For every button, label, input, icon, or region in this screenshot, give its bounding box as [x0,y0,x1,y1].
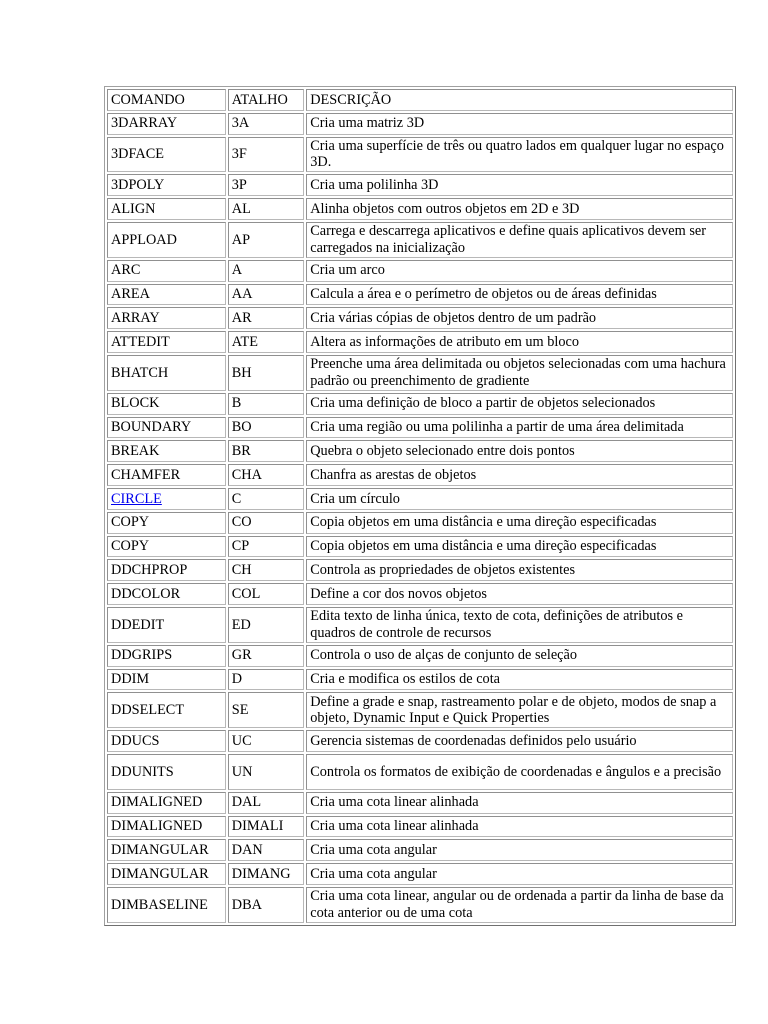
command-cell: DIMANGULAR [107,839,226,861]
table-row [107,692,733,728]
description-cell: Controla as propriedades de objetos existentes [306,559,733,581]
shortcut-cell: CH [228,559,304,581]
description-cell: Cria uma superfície de três ou quatro lados em qualquer lugar no espaço 3D. [306,137,733,173]
description-cell: Cria uma definição de bloco a partir de objetos selecionados [306,393,733,415]
command-cell: BREAK [107,440,226,462]
command-cell: DDUCS [107,730,226,752]
table-row [107,730,733,752]
description-cell: Gerencia sistemas de coordenadas definidos pelo usuário [306,730,733,752]
table-header-row [107,89,733,111]
table-row [107,839,733,861]
shortcut-cell: B [228,393,304,415]
command-cell: DDEDIT [107,607,226,643]
command-table [104,86,736,926]
command-cell: DDIM [107,669,226,691]
table-row [107,536,733,558]
shortcut-cell: UC [228,730,304,752]
description-cell: Cria uma matriz 3D [306,113,733,135]
command-cell: DDUNITS [107,754,226,790]
shortcut-cell: 3F [228,137,304,173]
command-cell: ATTEDIT [107,331,226,353]
command-cell: DDCOLOR [107,583,226,605]
command-cell: BHATCH [107,355,226,391]
command-table-body [107,89,733,923]
command-cell: ARC [107,260,226,282]
shortcut-cell: DAL [228,792,304,814]
command-cell: DIMANGULAR [107,863,226,885]
table-row [107,792,733,814]
shortcut-cell: DIMALI [228,816,304,838]
shortcut-cell: CP [228,536,304,558]
description-cell: Cria e modifica os estilos de cota [306,669,733,691]
shortcut-cell: UN [228,754,304,790]
description-cell: Cria uma cota linear alinhada [306,816,733,838]
description-cell: Alinha objetos com outros objetos em 2D e 3D [306,198,733,220]
command-cell: DDCHPROP [107,559,226,581]
description-cell: Define a cor dos novos objetos [306,583,733,605]
shortcut-cell: CO [228,512,304,534]
shortcut-cell: C [228,488,304,510]
description-cell: Chanfra as arestas de objetos [306,464,733,486]
table-row [107,512,733,534]
description-cell: Quebra o objeto selecionado entre dois pontos [306,440,733,462]
shortcut-cell: BR [228,440,304,462]
header-command: COMANDO [107,89,226,111]
table-row [107,607,733,643]
command-cell: APPLOAD [107,222,226,258]
shortcut-cell: A [228,260,304,282]
command-cell: BOUNDARY [107,417,226,439]
description-cell: Controla os formatos de exibição de coordenadas e ângulos e a precisão [306,754,733,790]
header-shortcut: ATALHO [228,89,304,111]
command-cell: 3DFACE [107,137,226,173]
table-row [107,198,733,220]
command-cell: DIMALIGNED [107,792,226,814]
shortcut-cell: AR [228,307,304,329]
shortcut-cell: D [228,669,304,691]
description-cell: Edita texto de linha única, texto de cota, definições de atributos e quadros de controle de recursos [306,607,733,643]
command-cell: 3DPOLY [107,174,226,196]
description-cell: Cria uma cota angular [306,839,733,861]
table-row [107,113,733,135]
shortcut-cell: CHA [228,464,304,486]
table-row [107,355,733,391]
table-row [107,417,733,439]
description-cell: Define a grade e snap, rastreamento polar e de objeto, modos de snap a objeto, Dynamic Input e Quick Properties [306,692,733,728]
shortcut-cell: DBA [228,887,304,923]
shortcut-cell: AP [228,222,304,258]
shortcut-cell: DIMANG [228,863,304,885]
command-cell: AREA [107,284,226,306]
command-cell: DDGRIPS [107,645,226,667]
table-row [107,754,733,790]
description-cell: Cria uma polilinha 3D [306,174,733,196]
command-cell: COPY [107,512,226,534]
command-cell: DDSELECT [107,692,226,728]
shortcut-cell: BO [228,417,304,439]
table-row [107,174,733,196]
table-row [107,887,733,923]
description-cell: Cria uma região ou uma polilinha a partir de uma área delimitada [306,417,733,439]
shortcut-cell: GR [228,645,304,667]
command-cell: DIMBASELINE [107,887,226,923]
table-row [107,284,733,306]
description-cell: Cria um arco [306,260,733,282]
table-row [107,464,733,486]
table-row [107,440,733,462]
description-cell: Cria uma cota angular [306,863,733,885]
table-row [107,222,733,258]
table-row [107,863,733,885]
description-cell: Controla o uso de alças de conjunto de seleção [306,645,733,667]
command-cell: 3DARRAY [107,113,226,135]
table-row [107,583,733,605]
shortcut-cell: 3A [228,113,304,135]
command-link[interactable]: CIRCLE [111,490,162,507]
command-cell: CHAMFER [107,464,226,486]
shortcut-cell: SE [228,692,304,728]
shortcut-cell: DAN [228,839,304,861]
table-row [107,669,733,691]
description-cell: Copia objetos em uma distância e uma direção especificadas [306,536,733,558]
shortcut-cell: ATE [228,331,304,353]
description-cell: Cria uma cota linear alinhada [306,792,733,814]
table-row [107,307,733,329]
shortcut-cell: ED [228,607,304,643]
description-cell: Preenche uma área delimitada ou objetos selecionadas com uma hachura padrão ou preenchimento de gradiente [306,355,733,391]
table-row [107,260,733,282]
description-cell: Altera as informações de atributo em um bloco [306,331,733,353]
command-cell: COPY [107,536,226,558]
table-row [107,645,733,667]
description-cell: Cria uma cota linear, angular ou de ordenada a partir da linha de base da cota anterior ou de uma cota [306,887,733,923]
table-row [107,559,733,581]
shortcut-cell: COL [228,583,304,605]
shortcut-cell: BH [228,355,304,391]
description-cell: Carrega e descarrega aplicativos e define quais aplicativos devem ser carregados na inicialização [306,222,733,258]
table-row [107,488,733,510]
shortcut-cell: 3P [228,174,304,196]
table-row [107,331,733,353]
description-cell: Cria um círculo [306,488,733,510]
table-row [107,816,733,838]
command-cell: BLOCK [107,393,226,415]
command-cell: ALIGN [107,198,226,220]
table-row [107,137,733,173]
command-cell: DIMALIGNED [107,816,226,838]
command-cell [107,488,226,510]
description-cell: Cria várias cópias de objetos dentro de um padrão [306,307,733,329]
shortcut-cell: AL [228,198,304,220]
command-cell: ARRAY [107,307,226,329]
description-cell: Copia objetos em uma distância e uma direção especificadas [306,512,733,534]
table-row [107,393,733,415]
description-cell: Calcula a área e o perímetro de objetos ou de áreas definidas [306,284,733,306]
header-description: DESCRIÇÃO [306,89,733,111]
shortcut-cell: AA [228,284,304,306]
